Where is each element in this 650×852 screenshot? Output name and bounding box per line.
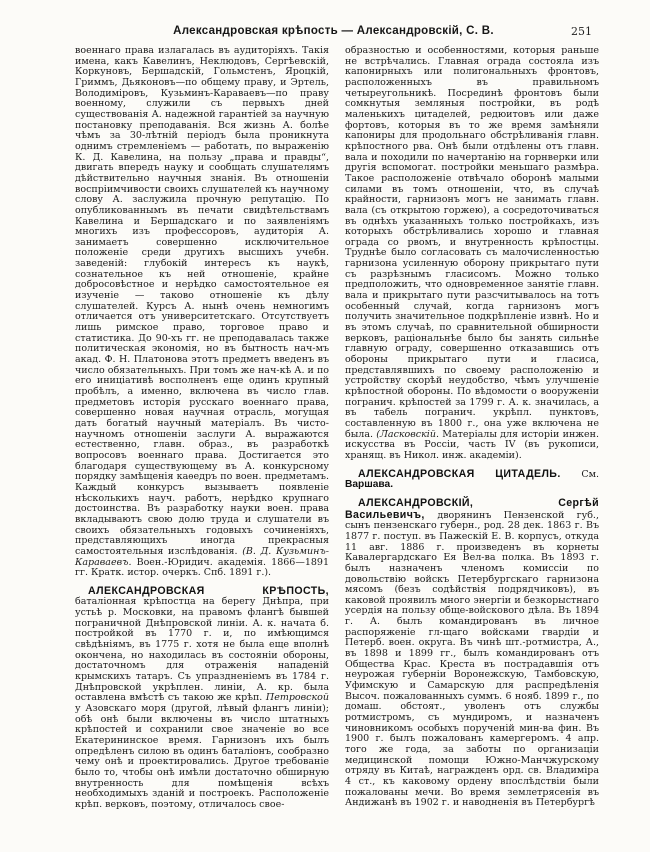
article-paragraph: [345, 469, 599, 491]
article-paragraph: [75, 586, 329, 811]
text-segment: Петровской: [265, 692, 329, 704]
text-segment: военнаго права излагалась въ аудиторіяхъ. Такія имена, какъ Кавелинъ, Неклюдовъ, Сергѣевскій, Коркуновъ, Бершадскій, Гольмстенъ, Яроцкій, Гриммъ, Дьяконовъ—по общему праву, и Эртель, Володиміровъ, Кузьминъ-Караваевъ—по праву военному, служили съ первыхъ дней существованія А. надежной гарантіей за научную постановку преподаванія. Вся жизнь А. болѣе чѣмъ за 30-лѣтній періодъ была проникнута однимъ стремленіемъ — работать, по выраженію К. Д. Кавелина, на пользу „права и правды“, двигать впередъ науку и сообщать слушателямъ дѣйствительно научныя знанія. Въ отношеніи воспріимчивости своихъ слушателей къ научному слову А. заслужила прочную репутацію. По опубликованнымъ въ печати свидѣтельствамъ Кавелина и Бершадскаго и по заявленіямъ многихъ изъ профессоровъ, аудиторія А. занимаетъ совершенно исключительное положеніе среди другихъ высшихъ учебн. заведеній: глубокій интересъ къ наукѣ, сознательное къ ней отношеніе, крайне добросовѣстное и нерѣдко самостоятельное ея изученіе — таково отношеніе къ дѣлу слушателей. Курсъ А. нынѣ очень немногимъ отличается отъ университетскаго. Отсутствуетъ лишь римское право, торговое право и статистика. До 90-хъ гг. не преподавалась также политическая экономія, но въ бытность нач-мъ акад. Ф. Н. Платонова этотъ предметъ введенъ въ число обязательныхъ. При томъ же нач-кѣ А. и по его иниціативѣ восполненъ еще одинъ крупный пробѣлъ, а именно, включена въ число глав. предметовъ исторія русскаго военнаго права, совершенно новая научная отрасль, могущая дать богатый научный матеріалъ. Въ чисто-научномъ отношеніи заслуги А. выражаются естественно, главн. образ., въ разработкѣ вопросовъ военнаго права. Достигается это благодаря существующему въ А. конкурсному порядку замѣщенія каѳедръ по воен. предметамъ. Каждый конкурсъ вызываетъ появленіе нѣсколькихъ науч. работъ, нерѣдко крупнаго достоинства. Въ разработку науки воен. права вкладываютъ свою долю труда и слушатели въ своихъ обязательныхъ годовыхъ сочиненіяхъ, представляющихъ иногда прекрасныя самостоятельныя изслѣдованія.: [75, 45, 329, 557]
text-segment: Воен.-Юридич. академія. 1866—1891 гг. Кратк. истор. очеркъ. Спб. 1891 г.).: [75, 556, 329, 579]
page-header: [75, 25, 592, 41]
column-right: [345, 46, 599, 811]
column-left: [75, 46, 329, 811]
text-segment: См.: [581, 468, 599, 480]
text-segment: (В. Д. Кузьминъ-Караваевъ.: [75, 545, 329, 568]
text-segment: образностью и особенностями, которыя раньше не встрѣчались. Главная ограда состояла изъ капонирныхъ или полигональныхъ фронтовъ, расположенныхъ въ правильномъ четыреугольникѣ. Посрединѣ фронтовъ были сомкнутыя земляныя постройки, въ родѣ маленькихъ цитаделей, редюитовъ или даже фортовъ, которыя въ то же время замѣняли капониры для продольнаго обстрѣливанія главн. крѣпостного рва. Онѣ были отдѣлены отъ главн. вала и походили по начертанію на горнверки или другія вспомогат. постройки меньшаго размѣра. Такое расположеніе отвѣчало оборонѣ малыми силами въ томъ отношеніи, что, въ случаѣ крайности, гарнизонъ могъ не занимать главн. вала (съ открытою горжею), а сосредоточиваться въ однѣхъ указанныхъ только постройкахъ, изъ которыхъ обстрѣливались хорошо и главная ограда со рвомъ, и внутренность крѣпостцы. Труднѣе было согласовать съ малочисленностью гарнизона усиленную оборону прикрытаго пути съ разрѣзнымъ гласисомъ. Можно только предположить, что одновременное занятіе главн. вала и прикрытаго пути разсчитывалось на тотъ особенный случай, когда гарнизонъ могъ получить значительное подкрѣпленіе извнѣ. Но и въ этомъ случаѣ, по сравнительной обширности верковъ, раціональнѣе было бы занять сильнѣе главную ограду, совершенно отказавшись отъ обороны прикрытаго пути и гласиса, представлявшихъ по своему расположенію и устройству скорѣй неудобство, чѣмъ улучшеніе крѣпостной обороны. По вѣдомости о вооруженіи погранич. крѣпостей за 1799 г. А. к. значилась, а въ табель погранич. укрѣпл. пунктовъ, составленную въ 1800 г., она уже включена не была.: [345, 45, 599, 440]
text-segment: баталіонная крѣпостца на берегу Днѣпра, при устьѣ р. Московки, на правомъ флангѣ бывшей пограничной Днѣпровской линіи. А. к. начата б. постройкой въ 1770 г. и, по имѣющимся свѣдѣніямъ, въ 1775 г. хотя не была еще вполнѣ окончена, но находилась въ состояніи обороны, достаточномъ для отраженія нападеній крымскихъ татаръ. Съ упраздненіемъ въ 1784 г. Днѣпровской укрѣплен. линіи, А. кр. была оставлена вмѣстѣ съ такою же крѣп.: [75, 596, 329, 704]
page-number: 251: [571, 25, 592, 38]
paragraph: [75, 46, 329, 579]
article-heading: АЛЕКСАНДРОВСКІЙ, Сергѣй Васильевичъ,: [345, 496, 599, 521]
text-segment: (Ласковскій.: [376, 428, 443, 440]
running-title: Александровская крѣпость — Александровскій, С. В.: [173, 25, 494, 37]
text-segment: Варшава.: [345, 479, 394, 491]
text-segment: дворянинъ Пензенской губ., сынъ пензенскаго губерн., род. 28 дек. 1863 г. Въ 1877 г. поступ. въ Пажескій Е. В. корпусъ, откуда 11 авг. 1886 г. произведенъ въ корнеты Кавалергардскаго Ея Вел-ва полка. Въ 1893 г. былъ назначенъ членомъ комиссіи по довольствію войскъ Петербургскаго гарнизона мясомъ (безъ содѣйствія подрядчиковъ), въ каковой проявилъ много энергіи и безкорыстнаго усердія на пользу обще-войскового дѣла. Въ 1894 г. А. былъ командированъ въ личное распоряженіе гл-щаго войсками гвардіи и Петерб. воен. округа. Въ чинѣ шт.-ротмистра, А., въ 1898 и 1899 гг., былъ командированъ отъ Общества Крас. Креста въ пострадавшія отъ неурожая губерніи Воронежскую, Тамбовскую, Уфимскую и Самарскую для распредѣленія Высоч. пожалованныхъ суммъ. 6 нояб. 1899 г., по домаш. обстоят., уволенъ отъ службы ротмистромъ, съ мундиромъ, и назначенъ чиновникомъ особыхъ порученій мин-ва фин. Въ 1900 г. былъ пожалованъ камергеромъ. 4 апр. того же года, за заботы по организаціи медицинской помощи Южно-Манчжурскому отряду въ Китаѣ, награжденъ орд. св. Владиміра 4 ст., къ каковому ордену впослѣдствіи были пожалованы мечи. Во время землетрясенія въ Андижанѣ въ 1902 г. и наводненія въ Петербургѣ: [345, 509, 599, 809]
article-paragraph: [345, 498, 599, 809]
text-segment: Матеріалы для исторіи инжен. искусства въ Россіи, часть IV (въ рукописи, хранящ. въ Никол. инж. академіи).: [345, 428, 599, 461]
text-columns: [75, 46, 599, 811]
text-segment: у Азовскаго моря (другой, лѣвый флангъ линіи); обѣ онѣ были включены въ число штатныхъ крѣпостей и сохранили свое значеніе во все Екатерининское время. Гарнизонъ ихъ былъ опредѣленъ силою въ одинъ баталіонъ, сообразно чему онѣ и проектировались. Другое требованіе было то, чтобы онѣ имѣли достаточно обширную внутренность для помѣщенія всѣхъ необходимыхъ зданій и построекъ. Расположеніе крѣп. верковъ, поэтому, отличалось свое-: [75, 703, 329, 810]
paragraph: [345, 46, 599, 462]
article-heading: АЛЕКСАНДРОВСКАЯ КРѢПОСТЬ,: [88, 584, 329, 597]
article-heading: АЛЕКСАНДРОВСКАЯ ЦИТАДЕЛЬ.: [358, 467, 582, 480]
